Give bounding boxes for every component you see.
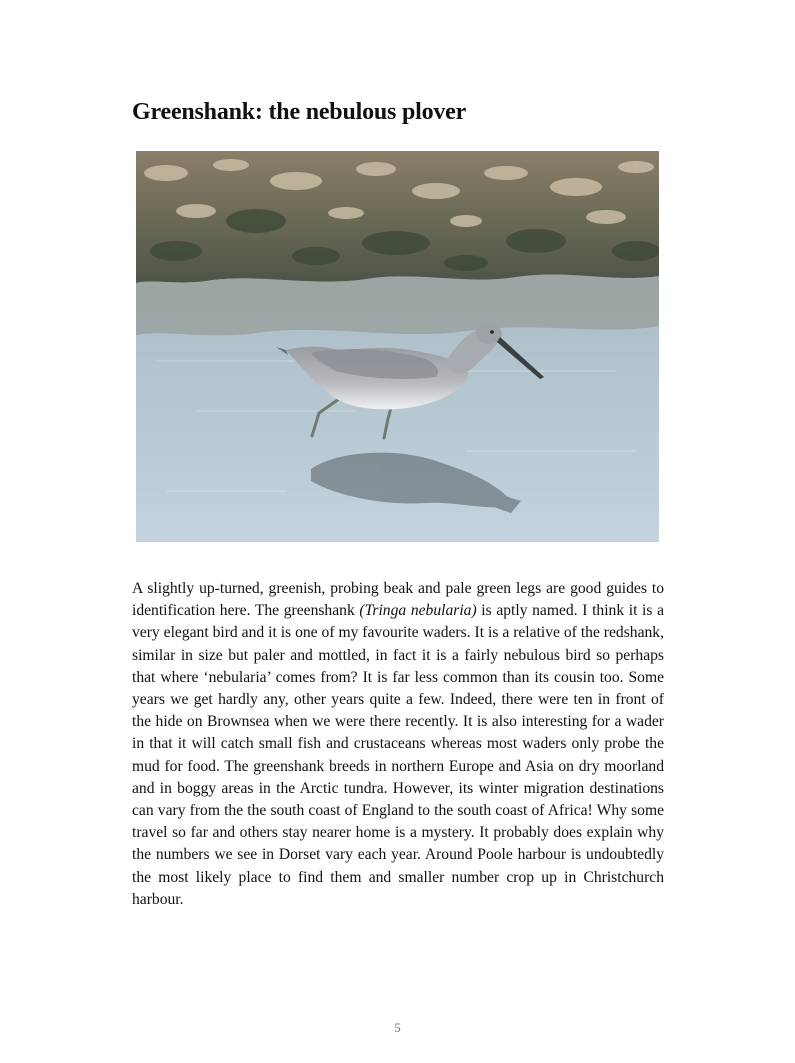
body-text-part-1: A slightly up-turned, greenish, probing beak and pale green legs are good guides to identification here. The greenshank (132, 580, 664, 620)
greenshank-photo-illustration (136, 151, 659, 542)
body-paragraph (132, 578, 664, 911)
greenshank-photo (136, 151, 659, 542)
body-text-part-2: is aptly named. I think it is a very elegant bird and it is one of my favourite waders. It is a relative of the redshank, similar in size but paler and mottled, in fact it is a fairly nebulous bird so perhaps that where ‘nebularia’ comes from? It is far less common than its cousin too. Some years we get hardly any, other years quite a few. Indeed, there were ten in front of the hide on Brownsea when we were there recently. It is also interesting for a wader in that it will catch small fish and crustaceans whereas most waders only probe the mud for food. The greenshank breeds in northern Europe and Asia on dry moorland and in boggy areas in the Arctic tundra. However, its winter migration destinations can vary from the the south coast of England to the south coast of Africa! Why some travel so far and others stay nearer home is a mystery. It probably does explain why the numbers we see in Dorset vary each year. Around Poole harbour is undoubtedly the most likely place to find them and smaller number crop up in Christchurch harbour. (132, 602, 665, 908)
scientific-name: (Tringa nebularia) (359, 602, 477, 620)
page-number: 5 (394, 1020, 401, 1035)
page-title: Greenshank: the nebulous plover (132, 99, 467, 125)
